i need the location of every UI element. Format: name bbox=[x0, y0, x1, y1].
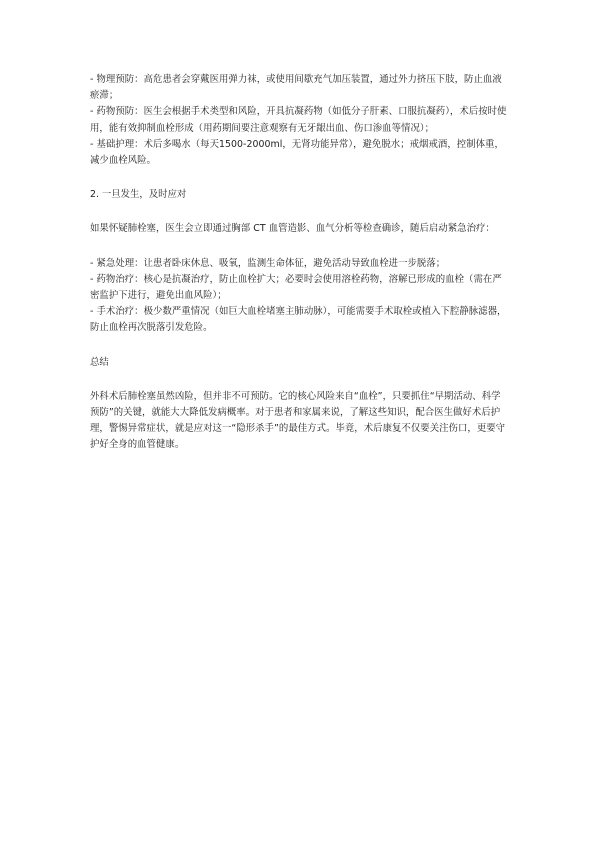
list-item-physical-prevention: - 物理预防：高危患者会穿戴医用弹力袜，或使用间歇充气加压装置，通过外力挤压下肢，防止血液瘀滞； bbox=[90, 74, 502, 102]
list-item-drug-treatment: - 药物治疗：核心是抗凝治疗，防止血栓扩大；必要时会使用溶栓药物，溶解已形成的血栓（需在严密监护下进行，避免出血风险）； bbox=[90, 273, 502, 302]
prevention-list bbox=[90, 72, 508, 169]
list-item-emergency: - 紧急处理：让患者卧床休息、吸氧，监测生命体征，避免活动导致血栓进一步脱落； bbox=[90, 257, 446, 269]
list-item-surgery: - 手术治疗：极少数严重情况（如巨大血栓堵塞主肺动脉），可能需要手术取栓或植入下腔静脉滤器，防止血栓再次脱落引发危险。 bbox=[90, 306, 507, 334]
summary-paragraph: 外科术后肺栓塞虽然凶险，但并非不可预防。它的核心风险来自“血栓”，只要抓住“早期活动、科学预防”的关键，就能大大降低发病概率。对于患者和家属来说，了解这些知识，配合医生做好术后护理，警惕异常症状，就是应对这一“隐形杀手”的最佳方式。毕竟，术后康复不仅要关注伤口，更要守护好全身的血管健康。 bbox=[90, 390, 506, 451]
treatment-list bbox=[90, 256, 508, 337]
section-heading-summary: 总结 bbox=[90, 356, 109, 368]
document-page bbox=[90, 72, 508, 454]
section-heading-response: 2. 一旦发生，及时应对 bbox=[90, 189, 187, 201]
list-item-drug-prevention: - 药物预防：医生会根据手术类型和风险，开具抗凝药物（如低分子肝素、口服抗凝药），术后按时使用，能有效抑制血栓形成（用药期间要注意观察有无牙龈出血、伤口渗血等情况）； bbox=[90, 106, 507, 134]
section-intro-response: 如果怀疑肺栓塞，医生会立即通过胸部 CT 血管造影、血气分析等检查确诊，随后启动紧急治疗： bbox=[90, 223, 495, 235]
list-item-basic-care: - 基础护理：术后多喝水（每天1500-2000ml，无肾功能异常），避免脱水；戒烟戒酒，控制体重，减少血栓风险。 bbox=[90, 138, 504, 167]
